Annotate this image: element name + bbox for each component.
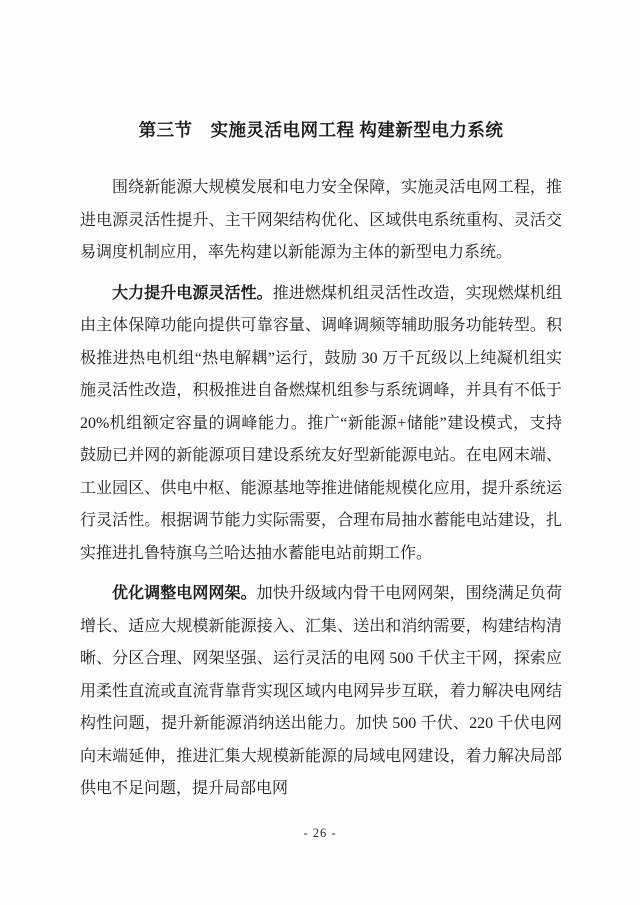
paragraph-intro — [80, 172, 562, 270]
paragraph-lead: 优化调整电网网架。 — [112, 585, 257, 602]
paragraph-grid-structure — [80, 578, 562, 806]
paragraph-text: 围绕新能源大规模发展和电力安全保障，实施灵活电网工程，推进电源灵活性提升、主干网架结构优化、区域供电系统重构、灵活交易调度机制应用，率先构建以新能源为主体的新型电力系统。 — [80, 179, 562, 261]
paragraph-lead: 大力提升电源灵活性。 — [112, 284, 273, 302]
document-content — [80, 118, 562, 806]
paragraph-text: 推进燃煤机组灵活性改造，实现燃煤机组由主体保障功能向提供可靠容量、调峰调频等辅助服务功能转型。积极推进热电机组“热电解耦”运行，鼓励 30 万千瓦级以上纯凝机组实施灵活性改造，积极推进自备燃煤机组参与系统调峰，并具有不低于 20%机组额定容量的调峰能力。推广“新能源+储能”建设模式，支持鼓励已并网的新能源项目建设系统友好型新能源电站。在电网末端、工业园区、供电中枢、能源基地等推进储能规模化应用，提升系统运行灵活性。根据调节能力实际需要，合理布局抽水蓄能电站建设，扎实推进扎鲁特旗乌兰哈达抽水蓄能电站前期工作。 — [80, 284, 562, 562]
paragraph-text: 加快升级域内骨干电网网架，围绕满足负荷增长、适应大规模新能源接入、汇集、送出和消纳需要，构建结构清晰、分区合理、网架坚强、运行灵活的电网 500 千伏主干网，探索应用柔性直流或直流背靠背实现区域内电网异步互联，着力解决电网结构性问题，提升新能源消纳送出能力。加快 500 千伏、220 千伏电网向末端延伸，推进汇集大规模新能源的局域电网建设，着力解决局部供电不足问题，提升局部电网 — [80, 585, 562, 797]
section-title: 第三节 实施灵活电网工程 构建新型电力系统 — [138, 120, 504, 140]
paragraph-power-flexibility — [80, 278, 562, 571]
page-number: - 26 - — [303, 826, 337, 840]
